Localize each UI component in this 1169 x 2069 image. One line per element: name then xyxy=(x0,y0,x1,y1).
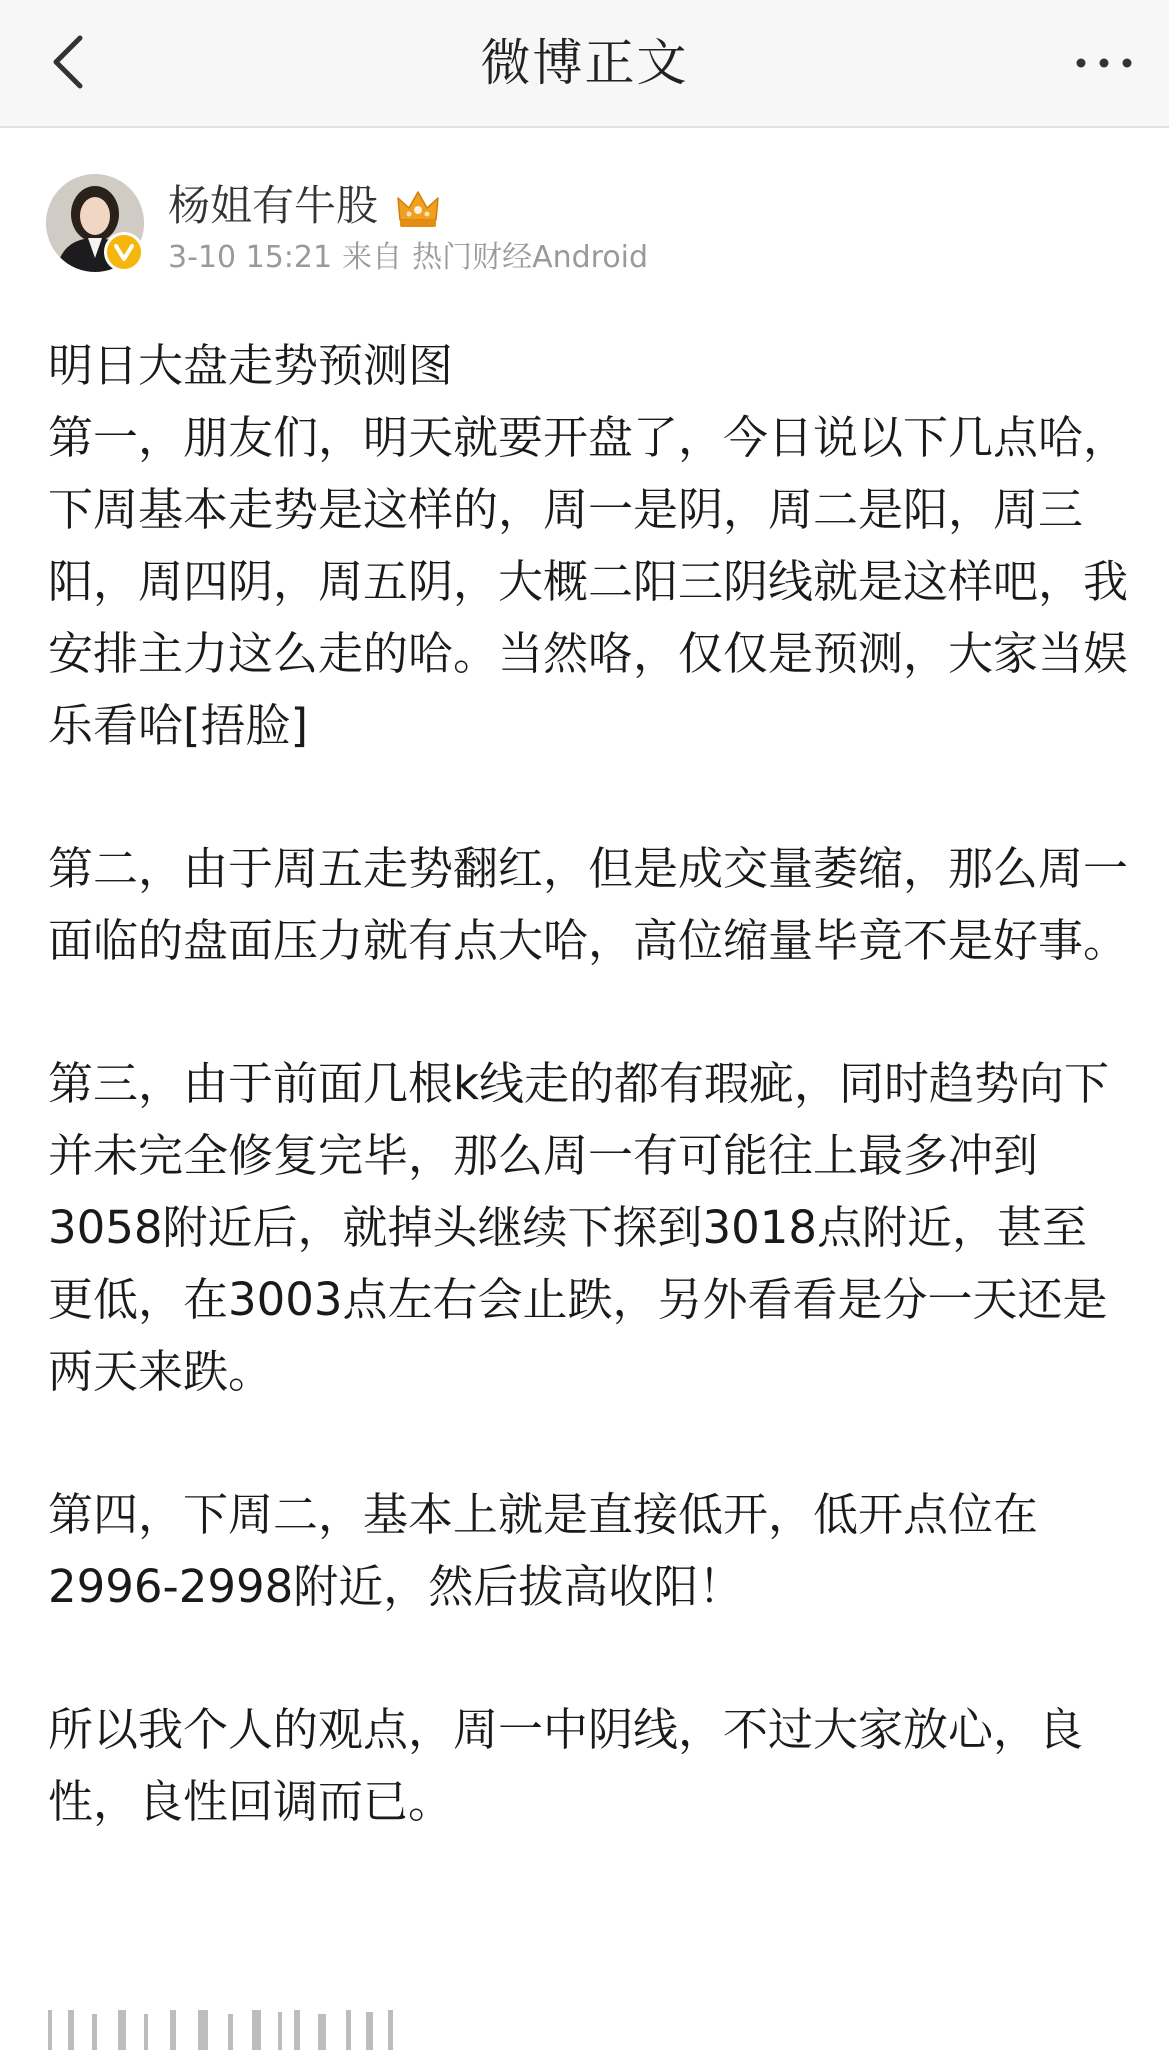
more-horizontal-icon xyxy=(1069,38,1139,88)
cutoff-content xyxy=(48,2000,408,2069)
page-title: 微博正文 xyxy=(480,34,689,92)
post-author-header xyxy=(0,170,1169,290)
author-name[interactable]: 杨姐有牛股 xyxy=(168,181,379,230)
post-paragraph-4: 第四，下周二，基本上就是直接低开，低开点位在2996-2998附近，然后拔高收阳！ xyxy=(48,1488,1039,1613)
top-navbar xyxy=(0,0,1169,128)
post-paragraph-3: 第三，由于前面几根k线走的都有瑕疵，同时趋势向下并未完全修复完毕，那么周一有可能往上最多冲到3058附近后，就掉头继续下探到3018点附近，甚至更低，在3003点左右会止跌，另外看看是分一天还是两天来跌。 xyxy=(48,1057,1110,1398)
more-options-button[interactable] xyxy=(1069,38,1139,88)
post-paragraph-1: 第一，朋友们，明天就要开盘了，今日说以下几点哈，下周基本走势是这样的，周一是阴，周二是阳，周三阳，周四阴，周五阴，大概二阳三阴线就是这样吧，我安排主力这么走的哈。当然咯，仅仅是预测，大家当娱乐看哈[捂脸] xyxy=(48,411,1129,752)
post-time: 3-10 15:21 xyxy=(168,240,333,275)
post-meta xyxy=(168,238,658,278)
crown-icon[interactable] xyxy=(395,188,441,230)
source-prefix: 来自 xyxy=(342,240,403,275)
verified-badge xyxy=(104,232,144,272)
verified-v-icon xyxy=(107,235,141,269)
post-paragraph-5: 所以我个人的观点，周一中阴线，不过大家放心，良性，良性回调而已。 xyxy=(48,1703,1084,1828)
post-paragraph-2: 第二，由于周五走势翻红，但是成交量萎缩，那么周一面临的盘面压力就有点大哈，高位缩量毕竟不是好事。 xyxy=(48,842,1129,967)
post-source[interactable]: 热门财经Android xyxy=(412,240,649,275)
post-title-line: 明日大盘走势预测图 xyxy=(48,339,454,392)
post-content xyxy=(48,330,1128,1909)
